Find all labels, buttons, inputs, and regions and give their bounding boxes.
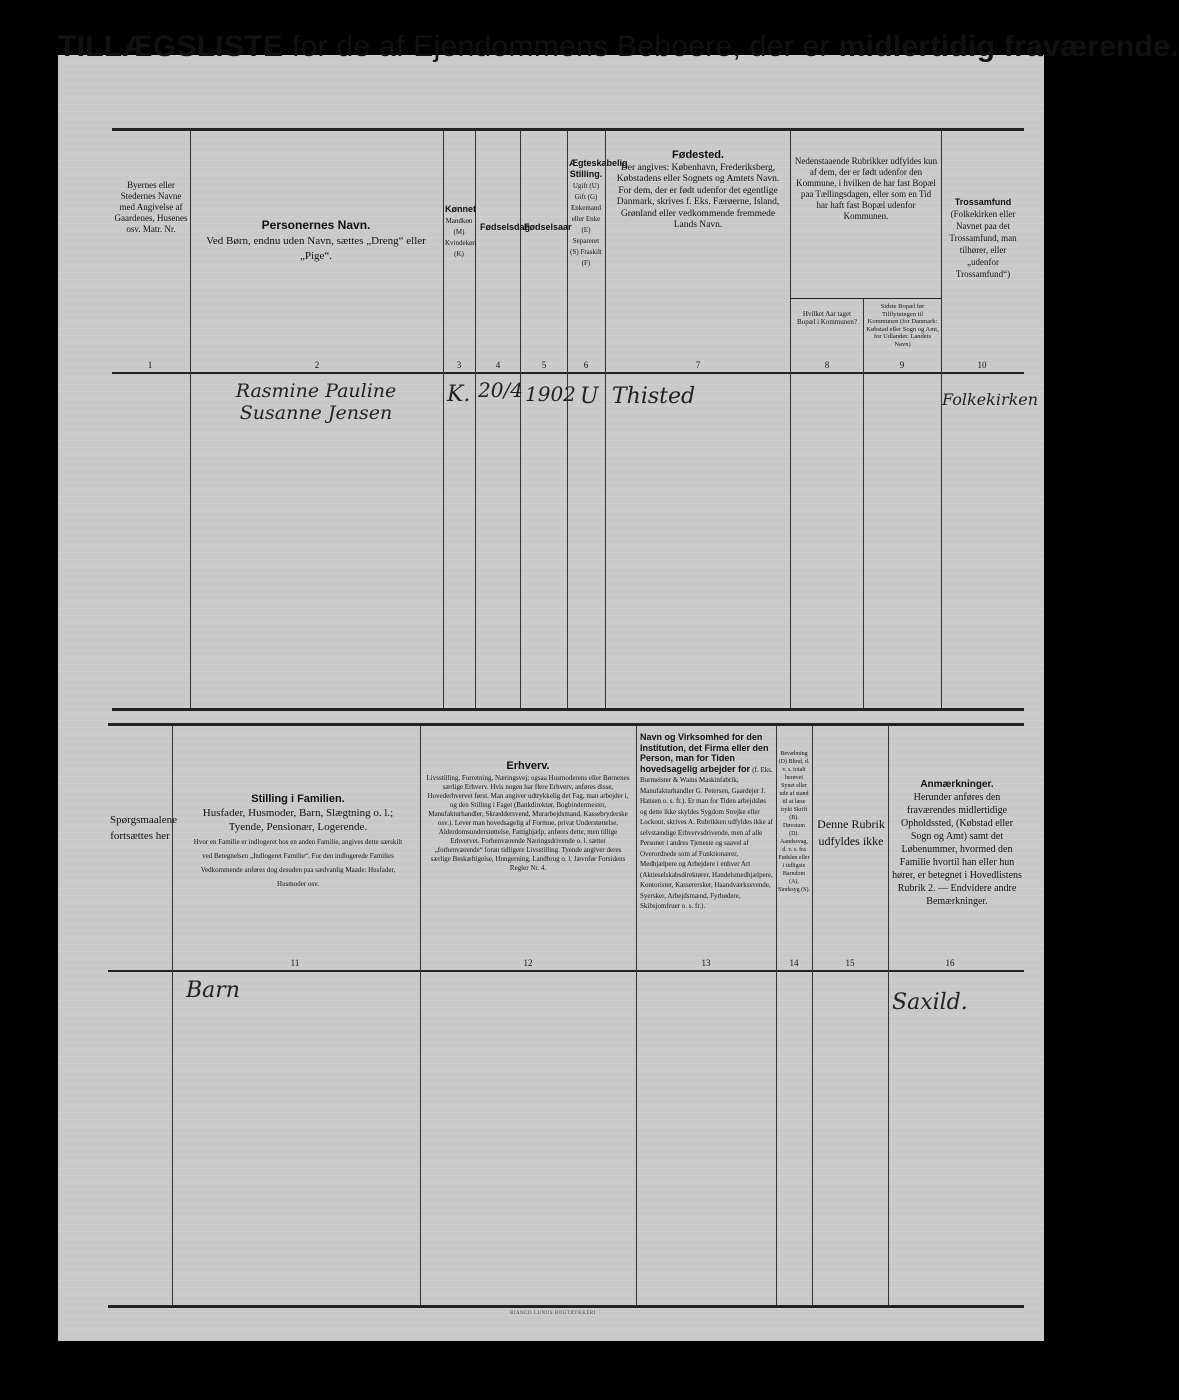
col-number: 1 [147, 360, 153, 370]
header-continued: Spørgsmaalene fortsættes her [110, 814, 178, 842]
col-number: 16 [945, 958, 955, 968]
entry-family-position: Barn [186, 978, 240, 1003]
top-table-bottom-border [112, 708, 1024, 711]
col-divider [520, 130, 521, 708]
entry-birth-year: 1902 [525, 382, 576, 406]
header-col9: Sidste Bopæl før Tilflytningen til Kommunen (for Danmark: Købstad eller Sogn og Amt, for Udlandet: Landets Navn) [866, 303, 939, 348]
header-col12: Erhverv. Livsstilling, Forretning, Næringsvej; ogsaa Husmoderens eller Børnenes særlige Erhverv. Hvis nogen har flere Erhverv, anføres disse, Hovederhvervet først. Man angiver udtrykkelig det Fag, man arbejder i, og den Stilling i Faget (Bankdirektør, Bogbindermester, Manufakturhandler, Skræddersvend, Murarbejdsmand, Kassebryderske osv.). Lever man hovedsagelig af Formue, privat Understøttelse, Alderdomsunderstøttelse, Fattighjælp, anføres dette, men tillige Erhvervet. Forhenværende Næringsdrivende o. l. sætter „forhenværende“ foran tidligere Livsstilling. Tyende angiver deres særlige Beskæftigelse, Hungerning, Landbrug o. l. Jævnfør Forsidens Regler Nr. 4. [426, 760, 630, 872]
col-number: 7 [695, 360, 701, 370]
header-col10: Trossamfund (Folkekirken eller Navnet paa det Trossamfund, man tilhører, eller „udenfor Trossamfund“) [949, 197, 1017, 279]
col-number: 14 [789, 958, 799, 968]
col-divider [567, 130, 568, 708]
entry-birth-day: 20/4 [478, 378, 523, 402]
col-divider [605, 130, 606, 708]
col-divider [443, 130, 444, 708]
col-divider [190, 130, 191, 708]
header-col8: Hvilket Aar taget Bopæl i Kommunen? [797, 310, 857, 326]
bottom-table-top-border [108, 723, 1024, 726]
entry-sex: K. [447, 382, 471, 407]
printer-imprint: BIANCO LUNOS BOGTRYKKERI [510, 1311, 596, 1316]
col-divider [776, 725, 777, 1305]
col-number: 3 [456, 360, 462, 370]
header-col1: Byernes eller Stedernes Navne med Angivelse af Gaardenes, Husenes osv. Matr. Nr. [114, 180, 188, 234]
entry-religion: Folkekirken [942, 390, 1039, 409]
bottom-header-bottom-border [108, 970, 1024, 972]
entry-marital-status: U [580, 384, 599, 409]
entry-birthplace: Thisted [612, 384, 696, 409]
col-number: 4 [495, 360, 501, 370]
form-title: TILLÆGSLISTE for de af Ejendommens Beboere, der er midlertidig fraværende. [58, 30, 1179, 63]
col-number: 12 [523, 958, 533, 968]
header-col7: Fødested. Der angives: København, Frederiksberg, Købstadens eller Sognets og Amtets Navn. For dem, der er født udenfor det egentlige Danmark, skrives f. Eks. Færøerne, Island, Grønland eller vedkommende fremmede Lands Navn. [616, 149, 780, 230]
header-col14: Bevæbning (D) Blind, d. v. s. totalt berøvet Synet eller ude af stand til at læse trykt Skrift (B). Døvstum (D). Aandssvag, d. v. s. fra Fødslen eller i tidligste Barndom (A). Sindssyg (S). [778, 751, 811, 893]
col-divider [636, 725, 637, 1305]
header-col15: Denne Rubrik udfyldes ikke [817, 817, 885, 848]
entry-remarks: Saxild. [892, 990, 968, 1015]
col-divider [812, 725, 813, 1305]
col-number: 11 [290, 958, 300, 968]
col-divider [420, 725, 421, 1305]
col-number: 13 [701, 958, 711, 968]
entry-name: Rasmine Pauline Susanne Jensen [235, 380, 397, 424]
col-divider [790, 130, 791, 708]
header-col11: Stilling i Familien. Husfader, Husmoder, Barn, Slægtning o. l.; Tyende, Pensionær, Logerende. Hvor en Familie er indlogeret hos en anden Familie, angives dette særskilt ved Betegnelsen „Indlogeret Familie“. For den indlogerede Families Vedkommende anføres dog desuden paa sædvanlig Maade: Husfader, Husmoder osv. [193, 793, 403, 888]
col-number: 6 [583, 360, 589, 370]
header-col6: Ægteskabelig Stilling. Ugift (U) Gift (G) Enkemand eller Enke (E) Separeret (S) Fraskilt (F) [569, 158, 628, 267]
col-divider [475, 130, 476, 708]
header-col4: Fødselsdag [480, 222, 531, 232]
col-divider [863, 298, 864, 708]
top-header-bottom-border [112, 372, 1024, 374]
header-col3: Kønnet Mandkøn (M) Kvindekøn (K) [445, 204, 477, 258]
col-number: 5 [541, 360, 547, 370]
bottom-table-bottom-border [108, 1305, 1024, 1308]
col-number: 15 [845, 958, 855, 968]
header-col8-9-group: Nedenstaaende Rubrikker udfyldes kun af dem, der er født udenfor den Kommune, i hvilken de har fast Bopæl paa Tællingsdagen, eller som en Tid har haft fast Bopæl udenfor Kommunen. [794, 156, 938, 221]
col-divider [888, 725, 889, 1305]
header-col5: Fødselsaar [524, 222, 572, 232]
col-number: 2 [314, 360, 320, 370]
top-table-top-border [112, 128, 1024, 131]
header-col13: Navn og Virksomhed for den Institution, det Firma eller den Person, man for Tiden hovedsagelig arbejder for (f. Eks. Burmeister & Wains Maskinfabrik, Manufakturhandler G. Petersen, Gaardejer J. Hansen o. s. fr.). Er man for Tiden arbejdsløs og dette ikke skyldes Sygdom Strejke eller Lockout, skrives A. Rubrikken udfyldes ikke af selvstændige Erhvervsdrivende, men af alle Personer i andres Tjeneste og saavel af Overordnede som af Funktionærer, Medhjælpere og Arbejdere i enhver Art (Aktieselskabsdirektører, Handelsmedhjælpere, Kontorister, Kasserersker, Haandværkssvende, Syersker, Arbejdsmænd, Fyrbødere, Skibsjomfruer o. s. fr.). [640, 732, 773, 910]
col-number: 8 [824, 360, 830, 370]
header-col2: Personernes Navn. Ved Børn, endnu uden Navn, sættes „Dreng“ eller „Pige“. [206, 218, 426, 262]
col-number: 10 [977, 360, 987, 370]
header-col16: Anmærkninger. Herunder anføres den fraværendes midlertidige Opholdssted, (Købstad eller Sogn og Amt) samt det Løbenummer, hvormed den Familie hvortil han eller hun hører, er betegnet i Hovedlistens Rubrik 2. — Endvidere andre Bemærkninger. [892, 779, 1022, 907]
col-number: 9 [899, 360, 905, 370]
col-divider [172, 725, 173, 1305]
col-divider [941, 130, 942, 708]
col8-9-sub-border [790, 298, 941, 299]
